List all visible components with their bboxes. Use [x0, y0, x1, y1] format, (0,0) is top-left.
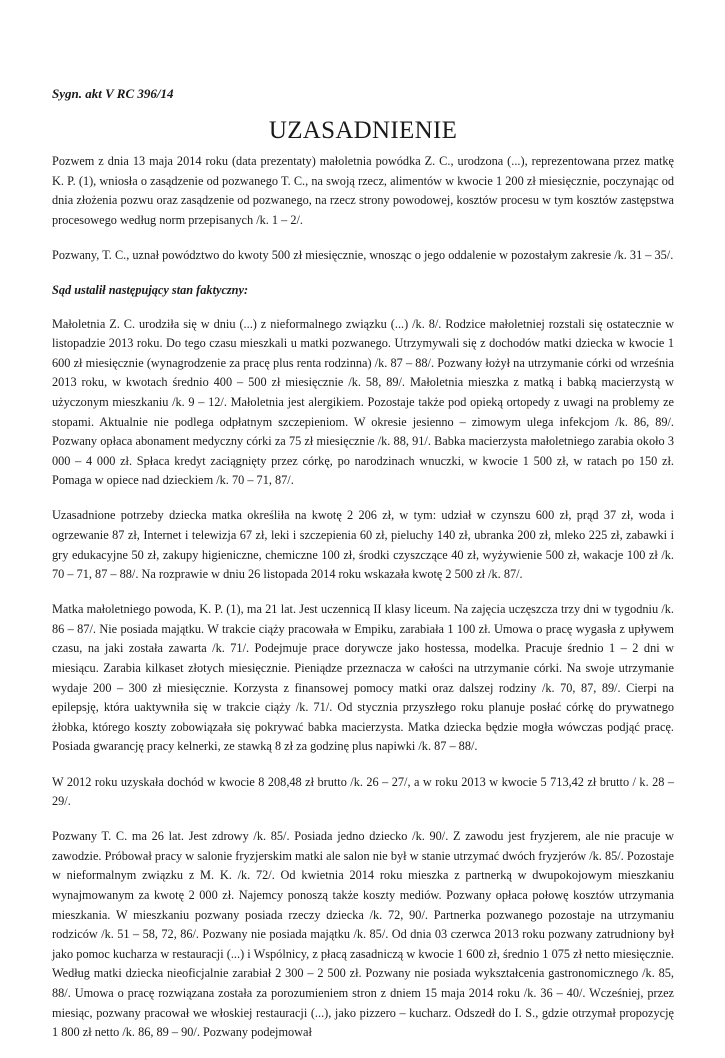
paragraph-facts-income: W 2012 roku uzyskała dochód w kwocie 8 208,48 zł brutto /k. 26 – 27/, a w roku 2013 w kwocie 5 713,42 zł brutto / k. 28 – 29/.	[52, 774, 674, 809]
paragraph-defendant-response: Pozwany, T. C., uznał powództwo do kwoty 500 zł miesięcznie, wnosząc o jego oddalenie w pozostałym zakresie /k. 31 – 35/.	[52, 247, 674, 262]
document-title: UZASADNIENIE	[268, 117, 458, 144]
paragraph-claim: Pozwem z dnia 13 maja 2014 roku (data prezentaty) małoletnia powódka Z. C., urodzona (...), reprezentowana przez matkę K. P. (1), wniosła o zasądzenie od pozwanego T. C., na swoją rzecz, alimentów w kwocie 1 200 zł miesięcznie, poczynając od dnia złożenia pozwu oraz zasądzenie od pozwanego, na rzecz strony powodowej, kosztów procesu w tym kosztów zastępstwa procesowego według norm przepisanych /k. 1 – 2/.	[52, 154, 674, 227]
paragraph-facts-needs: Uzasadnione potrzeby dziecka matka określiła na kwotę 2 206 zł, w tym: udział w czynszu 600 zł, prąd 37 zł, woda i ogrzewanie 87 zł, Internet i telewizja 67 zł, leki i szczepienia 60 zł, pieluchy 140 zł, ubranka 200 zł, mleko 225 zł, zabawki i gry edukacyjne 50 zł, zakupy higieniczne, chemiczne 100 zł, środki czyszczące 40 zł, wyżywienie 500 zł, wakacje 100 zł /k. 70 – 71, 87 – 88/. Na rozprawie w dniu 26 listopada 2014 roku wskazała kwotę 2 500 zł /k. 87/.	[52, 508, 674, 582]
document-page	[52, 84, 674, 1058]
paragraph-facts-defendant: Pozwany T. C. ma 26 lat. Jest zdrowy /k. 85/. Posiada jedno dziecko /k. 90/. Z zawodu jest fryzjerem, ale nie pracuje w zawodzie. Próbował pracy w salonie fryzjerskim matki ale salon nie był w stanie utrzymać dwóch fryzjerów /k. 85/. Pozostaje w nieformalnym związku z M. K. /k. 72/. Od kwietnia 2014 roku mieszka z partnerką w dwupokojowym mieszkaniu wynajmowanym za kwotę 2 000 zł. Najemcy ponoszą także koszty mediów. Pozwany opłaca połowę kosztów utrzymania mieszkania. W mieszkaniu pozwany posiada rzeczy dziecka /k. 72, 90/. Partnerka pozwanego pozostaje na utrzymaniu rodziców /k. 51 – 58, 72, 86/. Pozwany nie posiada majątku /k. 85/. Od dnia 03 czerwca 2013 roku pozwany zatrudniony był jako pomoc kucharza w restauracji (...) i Wspólnicy, z płacą zasadniczą w kwocie 1 600 zł, średnio 1 075 zł netto miesięcznie. Według matki dziecka nieoficjalnie zarabiał 2 300 – 2 500 zł. Pozwany nie posiada wykształcenia gastronomicznego /k. 85, 88/. Umowa o pracę rozwiązana została za porozumieniem stron z dniem 15 maja 2014 roku /k. 36 – 40/. Wcześniej, przez miesiąc, pozwany pracował we włoskiej restauracji (...), jako pizzero – kucharz. Odszedł do I. S., gdzie otrzymał propozycję 1 800 zł netto /k. 86, 89 – 90/. Pozwany podejmował	[52, 829, 674, 1040]
paragraph-facts-mother: Matka małoletniego powoda, K. P. (1), ma 21 lat. Jest uczennicą II klasy liceum. Na zajęcia uczęszcza trzy dni w tygodniu /k. 86 – 87/. Nie posiada majątku. W trakcie ciąży pracowała w Empiku, zarabiała 1 100 zł. Umowa o pracę wygasła z upływem czasu, na jaki została zawarta /k. 71/. Podejmuje prace dorywcze jako hostessa, modelka. Pracuje średnio 1 – 2 dni w miesiącu. Zarabia kilkaset złotych miesięcznie. Pieniądze przeznacza w całości na utrzymanie córki. Na swoje utrzymanie wydaje 200 – 300 zł miesięcznie. Korzysta z finansowej pomocy matki oraz dalszej rodziny /k. 70, 87, 89/. Cierpi na epilepsję, która uaktywniła się w trakcie ciąży /k. 71/. Od stycznia przyszłego roku planuje posłać córkę do prywatnego żłobka, którego koszty zobowiązała się pokrywać babka macierzysta. Matka dziecka będzie mogła wówczas podjąć pracę. Posiada gwarancję pracy kelnerki, ze stawką 8 zł za godzinę plus napiwki /k. 87 – 88/.	[52, 602, 674, 754]
facts-subheading: Sąd ustalił następujący stan faktyczny:	[52, 282, 249, 297]
paragraph-facts-child: Małoletnia Z. C. urodziła się w dniu (...) z nieformalnego związku (...) /k. 8/. Rodzice małoletniej rozstali się ostatecznie w listopadzie 2013 roku. Do tego czasu mieszkali u matki pozwanego. Utrzymywali się z dochodów matki dziecka w kwocie 1 600 zł miesięcznie (wynagrodzenie za pracę plus renta rodzinna) /k. 87 – 88/. Pozwany łożył na utrzymanie córki od września 2013 roku, w kwotach średnio 400 – 500 zł miesięcznie /k. 58, 89/. Małoletnia mieszka z matką i babką macierzystą w użyczonym mieszkaniu /k. 9 – 12/. Małoletnia jest alergikiem. Pozostaje także pod opieką ortopedy z uwagi na problemy ze stopami. Aktualnie nie podlega odpłatnym szczepieniom. W okresie jesienno – zimowym ulega infekcjom /k. 86, 89/. Pozwany opłaca abonament medyczny córki za 75 zł miesięcznie /k. 88, 91/. Babka macierzysta małoletniego zarabia około 3 000 – 4 000 zł. Spłaca kredyt zaciągnięty przez córkę, po narodzinach wnuczki, w kwocie 1 500 zł, w ratach po 150 zł. Pomaga w opiece nad dzieckiem /k. 70 – 71, 87/.	[52, 316, 674, 488]
case-number: Sygn. akt V RC 396/14	[52, 86, 174, 101]
